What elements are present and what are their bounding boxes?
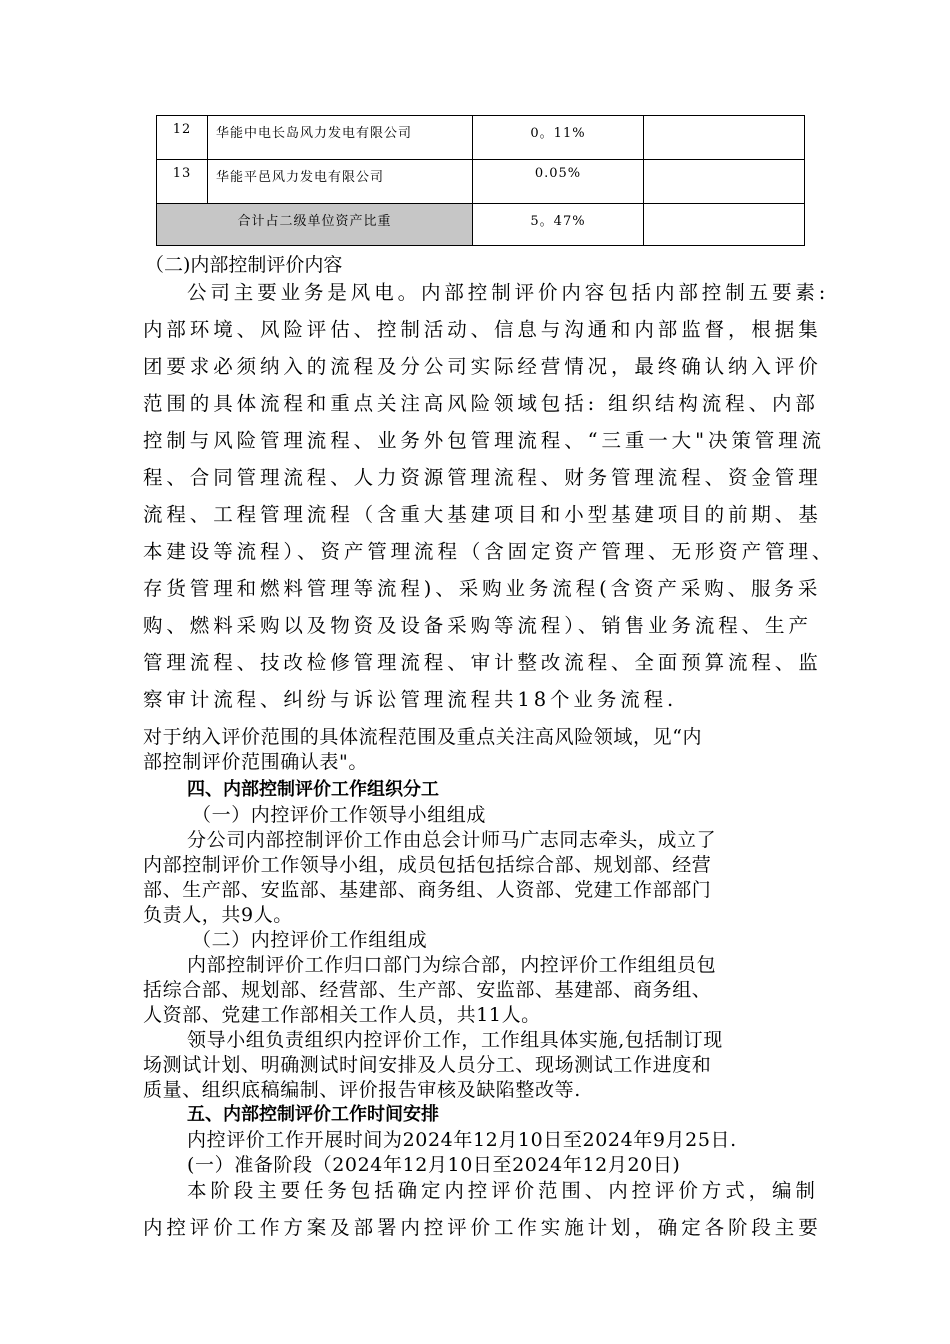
total-ratio: 5。47% [473,204,644,246]
paragraph-line: 购、燃料采购以及物资及设备采购等流程）、销售业务流程、生产 [143,614,812,637]
paragraph-line: 察审计流程、纠纷与诉讼管理流程共18个业务流程. [143,688,678,711]
paragraph-line: 负责人，共9人。 [143,904,293,926]
section-heading: 五、内部控制评价工作时间安排 [187,1104,439,1125]
paragraph-line: 部、生产部、安监部、基建部、商务组、人资部、党建工作部部门 [143,879,712,901]
paragraph-line: 内部环境、风险评估、控制活动、信息与沟通和内部监督，根据集 [143,318,822,341]
paragraph-line: 对于纳入评价范围的具体流程范围及重点关注高风险领域，见“内 [143,726,703,748]
paragraph-line: 团要求必须纳入的流程及分公司实际经营情况，最终确认纳入评价 [143,355,822,378]
asset-ratio: 0。11% [473,116,644,160]
paragraph-line: 领导小组负责组织内控评价工作，工作组具体实施,包括制订现 [187,1029,723,1051]
paragraph-line: 范围的具体流程和重点关注高风险领域包括: 组织结构流程、内部 [143,392,819,415]
section-heading: （二)内部控制评价内容 [145,254,343,276]
paragraph-line: 本阶段主要任务包括确定内控评价范围、内控评价方式，编制 [187,1179,819,1202]
paragraph-line: 本建设等流程）、资产管理流程（含固定资产管理、无形资产管理、 [143,540,836,563]
paragraph-line: 内控评价工作开展时间为2024年12月10日至2024年9月25日. [187,1129,737,1151]
note-cell [644,116,805,160]
paragraph-line: 括综合部、规划部、经营部、生产部、安监部、基建部、商务组、 [143,979,712,1001]
paragraph-line: 内部控制评价工作归口部门为综合部，内控评价工作组组员包 [187,954,717,976]
table-total-row [157,204,805,246]
subsection-heading: （二）内控评价工作组组成 [192,929,428,951]
subsection-heading: （一）内控评价工作领导小组组成 [192,804,487,826]
section-heading: 四、内部控制评价工作组织分工 [187,779,439,800]
paragraph-line: 内控评价工作方案及部署内控评价工作实施计划，确定各阶段主要 [143,1216,822,1239]
note-cell [644,204,805,246]
company-name: 华能中电长岛风力发电有限公司 [208,116,473,160]
table-row [157,160,805,204]
asset-ratio: 0.05% [473,160,644,204]
paragraph-line: 部控制评价范围确认表"。 [143,751,368,773]
row-number: 13 [157,160,208,204]
paragraph-line: 控制与风险管理流程、业务外包管理流程、“三重一大"决策管理流 [143,429,825,452]
paragraph-line: 分公司内部控制评价工作由总会计师马广志同志牵头，成立了 [187,829,717,851]
total-label: 合计占二级单位资产比重 [157,204,473,246]
paragraph-line: 存货管理和燃料管理等流程)、采购业务流程(含资产采购、服务采 [143,577,822,600]
paragraph-line: 场测试计划、明确测试时间安排及人员分工、现场测试工作进度和 [143,1054,712,1076]
paragraph-line: 内部控制评价工作领导小组，成员包括包括综合部、规划部、经营 [143,854,712,876]
paragraph-line: 程、合同管理流程、人力资源管理流程、财务管理流程、资金管理 [143,466,822,489]
subsection-heading: (一）准备阶段（2024年12月10日至2024年12月20日) [187,1154,681,1176]
paragraph-line: 管理流程、技改检修管理流程、审计整改流程、全面预算流程、监 [143,651,822,674]
table-row [157,116,805,160]
note-cell [644,160,805,204]
row-number: 12 [157,116,208,160]
paragraph-line: 公司主要业务是风电。内部控制评价内容包括内部控制五要素: [187,281,830,304]
asset-ratio-table [156,115,805,246]
paragraph-line: 质量、组织底稿编制、评价报告审核及缺陷整改等. [143,1079,581,1101]
paragraph-line: 人资部、党建工作部相关工作人员，共11人。 [143,1004,541,1026]
company-name: 华能平邑风力发电有限公司 [208,160,473,204]
paragraph-line: 流程、工程管理流程（含重大基建项目和小型基建项目的前期、基 [143,503,822,526]
